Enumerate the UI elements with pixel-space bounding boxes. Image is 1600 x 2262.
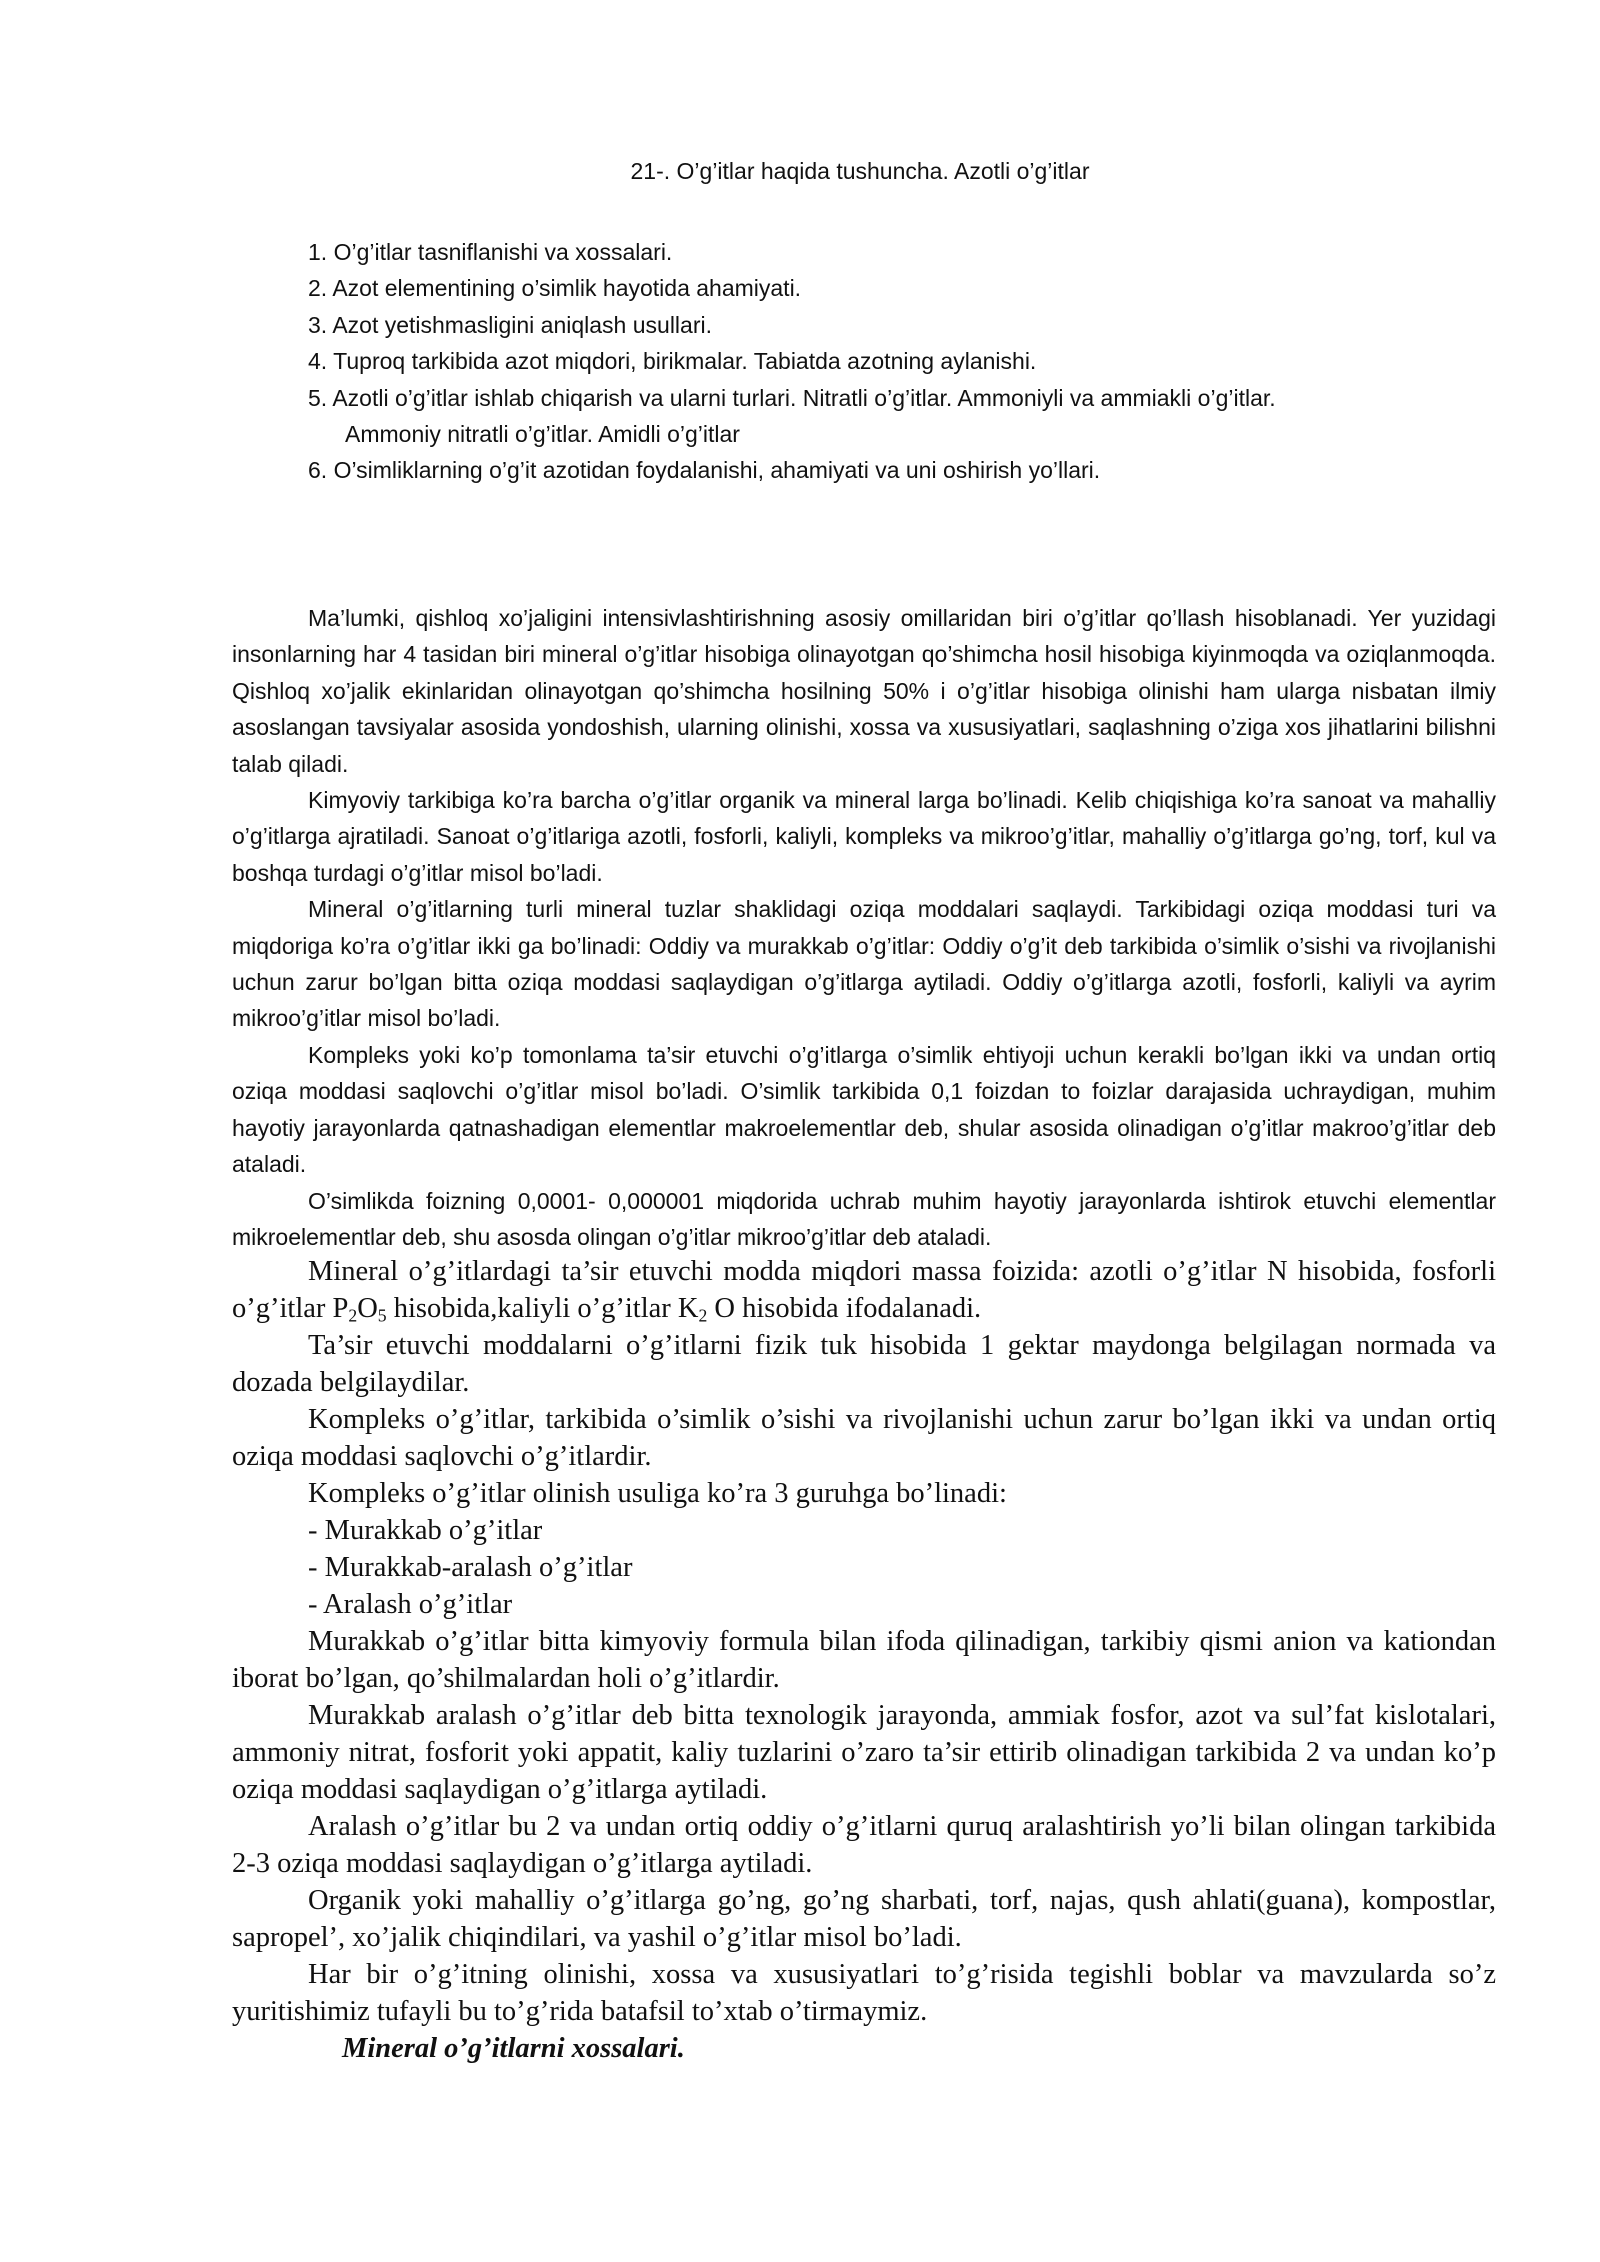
section-heading: Mineral o’g’itlarni xossalari. [342, 2033, 685, 2064]
topic-text: Azot elementining o’simlik hayotida ahamiyati. [332, 275, 802, 302]
topic-item [308, 380, 1508, 453]
topic-text: O’g’itlar tasniflanishi va xossalari. [333, 239, 673, 265]
paragraph: Kompleks yoki ko’p tomonlama ta’sir etuvchi o’g’itlarga o’simlik ehtiyoji uchun kerakli bo’lgan ikki va undan ortiq oziqa moddasi saqlovchi o’g’itlar misol bo’ladi. O’simlik tarkibida 0,1 foizdan to foizlar darajasida uchraydigan, muhim hayotiy jarayonlarda qatnashadigan elementlar makroelementlar deb, shular asosida olinadigan o’g’itlar makroo’g’itlar deb ataladi. [232, 1041, 1496, 1178]
topic-number: 3. [308, 311, 328, 338]
paragraph: Ma’lumki, qishloq xo’jaligini intensivlashtirishning asosiy omillaridan biri o’g’itlar qo’llash hisoblanadi. Yer yuzidagi insonlarning har 4 tasidan biri mineral o’g’itlar hisobiga olinayotgan qo’shimcha hosil hisobiga kiyinmoqda va oziqlanmoqda. Qishloq xo’jalik ekinlaridan olinayotgan qo’shimcha hosilning 50% i o’g’itlar hisobiga olinishi ham ularga nisbatan ilmiy asoslangan tavsiyalar asosida yondoshish, ularning olinishi, xossa va xususiyatlari, saqlashning o’ziga xos jihatlarini bilishni talab qiladi. [232, 605, 1496, 777]
bullet-item: - Murakkab o’g’itlar [308, 1515, 543, 1546]
bullet-item: - Murakkab-aralash o’g’itlar [308, 1552, 633, 1583]
topic-item [308, 452, 1508, 488]
paragraph-mineral-content: Mineral o’g’itlardagi ta’sir etuvchi modda miqdori massa foizida: azotli o’g’itlar N hisobida, fosforli o’g’itlar $P_2O_5$ hisobida,kaliyli o’g’itlar $K_2$ O hisobida ifodalanadi. [232, 1256, 1496, 1326]
topic-number: 2. [308, 275, 328, 302]
paragraph: Kimyoviy tarkibiga ko’ra barcha o’g’itlar organik va mineral larga bo’linadi. Kelib chiqishiga ko’ra sanoat va mahalliy o’g’itlarga ajratiladi. Sanoat o’g’itlariga azotli, fosforli, kaliyli, kompleks va mikroo’g’itlar, mahalliy o’g’itlarga go’ng, torf, kul va boshqa turdagi o’g’itlar misol bo’ladi. [232, 787, 1496, 886]
paragraph: Har bir o’g’itning olinishi, xossa va xususiyatlari to’g’risida tegishli boblar va mavzularda so’z yuritishimiz tufayli bu to’g’rida batafsil to’xtab o’tirmaymiz. [232, 1959, 1496, 2027]
topic-text: O’simliklarning o’g’it azotidan foydalanishi, ahamiyati va uni oshirish yo’llari. [333, 457, 1101, 484]
topic-item [308, 343, 1508, 379]
paragraph: Mineral o’g’itlarning turli mineral tuzlar shaklidagi oziqa moddalari saqlaydi. Tarkibidagi oziqa moddasi turi va miqdoriga ko’ra o’g’itlar ikki ga bo’linadi: Oddiy va murakkab o’g’itlar: Oddiy o’g’it deb tarkibida o’simlik o’sishi va rivojlanishi uchun zarur bo’lgan bitta oziqa moddasi saqlaydigan o’g’itlarga aytiladi. Oddiy o’g’itlarga azotli, fosforli, kaliyli va ayrim mikroo’g’itlar misol bo’ladi. [232, 896, 1496, 1032]
topics-list [308, 234, 1508, 489]
topic-item [308, 270, 1508, 306]
bullet-item: - Aralash o’g’itlar [308, 1589, 513, 1620]
topic-text: Tuproq tarkibida azot miqdori, birikmalar. Tabiatda azotning aylanishi. [333, 348, 1037, 375]
topic-item [308, 234, 1508, 270]
paragraph: Murakkab aralash o’g’itlar deb bitta texnologik jarayonda, ammiak fosfor, azot va sul’fat kislotalari, ammoniy nitrat, fosforit yoki appatit, kaliy tuzlarini o’zaro ta’sir ettirib olinadigan tarkibida 2 va undan ko’p oziqa moddasi saqlaydigan o’g’itlarga aytiladi. [232, 1700, 1496, 1805]
paragraph: Organik yoki mahalliy o’g’itlarga go’ng, go’ng sharbati, torf, najas, qush ahlati(guana), kompostlar, sapropel’, xo’jalik chiqindilari, va yashil o’g’itlar misol bo’ladi. [232, 1885, 1496, 1953]
topic-text-continuation: Ammoniy nitratli o’g’itlar. Amidli o’g’itlar [345, 421, 740, 448]
topic-item [308, 307, 1508, 343]
topic-number: 1. [308, 239, 328, 265]
paragraph: Murakkab o’g’itlar bitta kimyoviy formula bilan ifoda qilinadigan, tarkibiy qismi anion va kationdan iborat bo’lgan, qo’shilmalardan holi o’g’itlardir. [232, 1626, 1496, 1694]
topic-text: Azotli o’g’itlar ishlab chiqarish va ularni turlari. Nitratli o’g’itlar. Ammoniyli va ammiakli o’g’itlar. [332, 384, 1276, 411]
paragraph: Kompleks o’g’itlar, tarkibida o’simlik o’sishi va rivojlanishi uchun zarur bo’lgan ikki va undan ortiq oziqa moddasi saqlovchi o’g’itlardir. [232, 1404, 1496, 1472]
document-title: 21-. O’g’itlar haqida tushuncha. Azotli o’g’itlar [630, 158, 1090, 184]
topic-number: 4. [308, 348, 328, 375]
complex-fertilizers-section [232, 1253, 1496, 2067]
topic-number: 5. [308, 384, 328, 411]
paragraph: Aralash o’g’itlar bu 2 va undan ortiq oddiy o’g’itlarni quruq aralashtirish yo’li bilan olingan tarkibida 2-3 oziqa moddasi saqlaydigan o’g’itlarga aytiladi. [232, 1811, 1496, 1879]
paragraph: O’simlikda foizning 0,0001- 0,000001 miqdorida uchrab muhim hayotiy jarayonlarda ishtirok etuvchi elementlar mikroelementlar deb, shu asosda olingan o’g’itlar mikroo’g’itlar deb ataladi. [232, 1187, 1496, 1250]
intro-section [232, 600, 1496, 1255]
topic-text: Azot yetishmasligini aniqlash usullari. [332, 311, 712, 338]
paragraph: Kompleks o’g’itlar olinish usuliga ko’ra 3 guruhga bo’linadi: [308, 1478, 1007, 1509]
paragraph: Ta’sir etuvchi moddalarni o’g’itlarni fizik tuk hisobida 1 gektar maydonga belgilagan normada va dozada belgilaydilar. [232, 1330, 1496, 1398]
topic-number: 6. [308, 457, 328, 484]
